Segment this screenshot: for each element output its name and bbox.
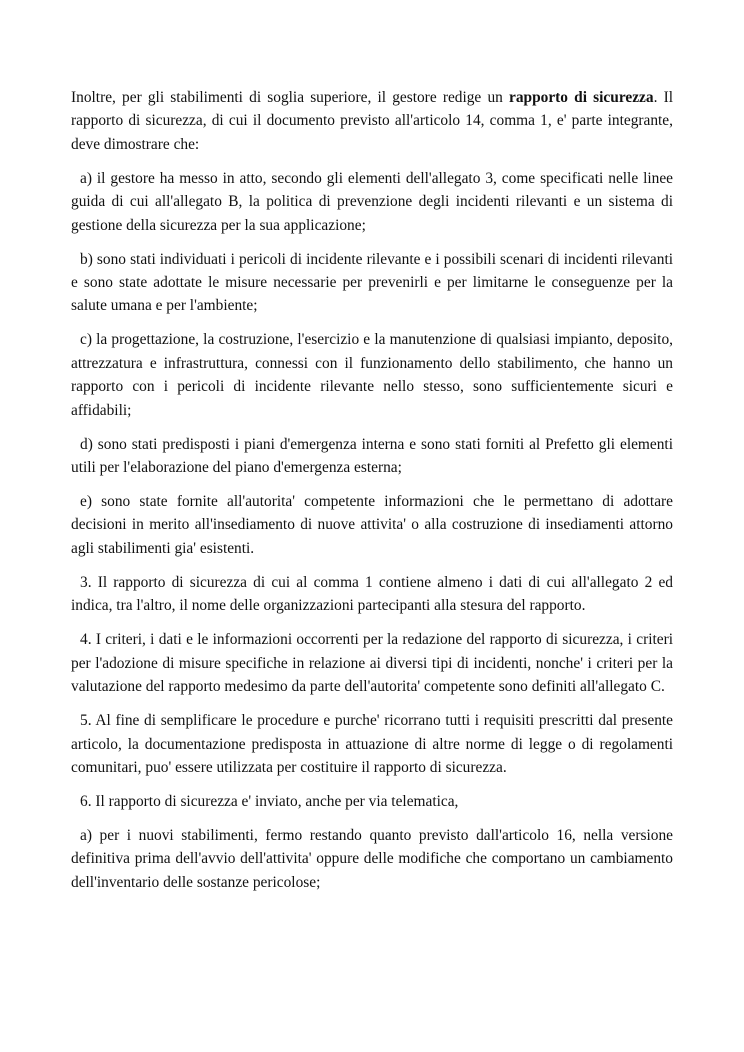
paragraph-c: c) la progettazione, la costruzione, l'esercizio e la manutenzione di qualsiasi impianto, deposito, attrezzatura e infrastruttura, connessi con il funzionamento dello stabilimento, che hanno un rapporto con i pericoli di incidente rilevante nello stesso, sono sufficientemente sicuri e affidabili; [71,331,673,419]
paragraph-comma-6: 6. Il rapporto di sicurezza e' inviato, anche per via telematica, [80,792,459,810]
paragraph-comma-5: 5. Al fine di semplificare le procedure e purche' ricorrano tutti i requisiti prescritti dal presente articolo, la documentazione predisposta in attuazione di altre norme di legge o di regolamenti comunitari, puo' essere utilizzata per costituire il rapporto di sicurezza. [71,712,673,776]
paragraph-e: e) sono state fornite all'autorita' competente informazioni che le permettano di adottare decisioni in merito all'insediamento di nuove attivita' o alla costruzione di insediamenti attorno agli stabilimenti gia' esistenti. [71,493,673,557]
paragraph-comma-3: 3. Il rapporto di sicurezza di cui al comma 1 contiene almeno i dati di cui all'allegato 2 ed indica, tra l'altro, il nome delle organizzazioni partecipanti alla stesura del rapporto. [71,573,673,615]
paragraph-a: a) il gestore ha messo in atto, secondo gli elementi dell'allegato 3, come specificati nelle linee guida di cui all'allegato B, la politica di prevenzione degli incidenti rilevanti e un sistema di gestione della sicurezza per la sua applicazione; [71,169,673,234]
intro-text-before: Inoltre, per gli stabilimenti di soglia superiore, il gestore redige un [71,89,509,106]
intro-bold-term: rapporto di sicurezza [509,89,654,106]
paragraph-comma-6-a: a) per i nuovi stabilimenti, fermo restando quanto previsto dall'articolo 16, nella versione definitiva prima dell'avvio dell'attivita' oppure delle modifiche che comportano un cambiamento dell'inventario delle sostanze pericolose; [71,826,673,891]
intro-text-after: . Il rapporto di sicurezza, di cui il documento previsto all'articolo 14, comma 1, e' parte integrante, deve dimostrare che: [71,89,673,153]
paragraph-d: d) sono stati predisposti i piani d'emergenza interna e sono stati forniti al Prefetto gli elementi utili per l'elaborazione del piano d'emergenza esterna; [71,435,673,477]
paragraph-b: b) sono stati individuati i pericoli di incidente rilevante e i possibili scenari di incidenti rilevanti e sono state adottate le misure necessarie per prevenirli e per limitarne le conseguenze per la salute umana e per l'ambiente; [71,250,673,315]
intro-paragraph [71,86,673,156]
document-page [71,86,673,905]
paragraph-comma-4: 4. I criteri, i dati e le informazioni occorrenti per la redazione del rapporto di sicurezza, i criteri per l'adozione di misure specifiche in relazione ai diversi tipi di incidenti, nonche' i criteri per la valutazione del rapporto medesimo da parte dell'autorita' competente sono definiti all'allegato C. [71,631,673,696]
